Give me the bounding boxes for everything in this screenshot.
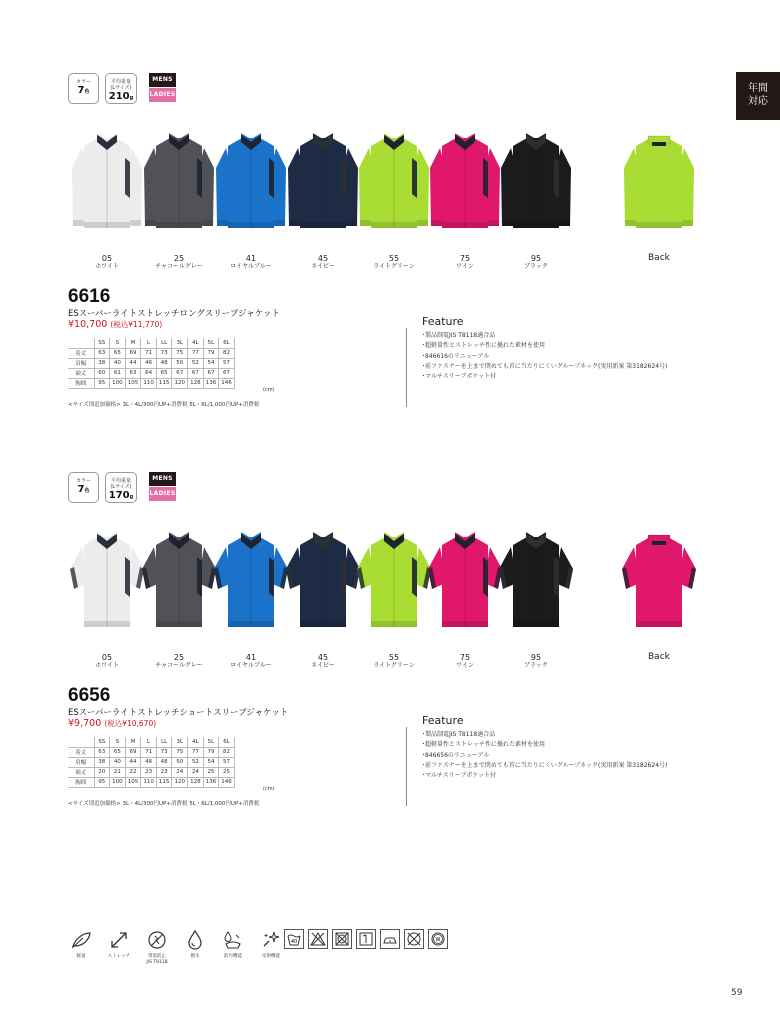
color-code: 41 bbox=[245, 254, 257, 263]
size-header: S bbox=[110, 338, 126, 348]
color-code: 25 bbox=[173, 653, 185, 662]
function-sparkle bbox=[256, 928, 286, 965]
color-code: 95 bbox=[530, 653, 542, 662]
size-cell: 82 bbox=[219, 348, 235, 358]
function-feather bbox=[66, 928, 96, 965]
no-bleach-icon bbox=[308, 929, 328, 949]
size-cell: 65 bbox=[156, 368, 172, 378]
color-caption-45 bbox=[291, 254, 355, 270]
color-name: ロイヤルブルー bbox=[230, 263, 272, 270]
size-cell: 60 bbox=[94, 368, 110, 378]
back-label: Back bbox=[648, 652, 670, 662]
size-header: 6L bbox=[219, 737, 235, 747]
size-cell: 69 bbox=[125, 747, 141, 757]
size-cell: 44 bbox=[125, 757, 141, 767]
antistatic-icon bbox=[142, 928, 172, 952]
size-row-label: 着丈 bbox=[68, 747, 94, 757]
size-cell: 57 bbox=[219, 757, 235, 767]
color-caption-45 bbox=[291, 653, 355, 669]
size-cell: 73 bbox=[156, 747, 172, 757]
jacket-image-55 bbox=[357, 128, 431, 238]
color-code: 95 bbox=[530, 254, 542, 263]
size-cell: 67 bbox=[188, 368, 204, 378]
size-cell: 136 bbox=[203, 378, 219, 388]
color-name: ホワイト bbox=[95, 662, 119, 669]
size-cell: 40 bbox=[110, 757, 126, 767]
page-number: 59 bbox=[731, 988, 743, 998]
size-cell: 77 bbox=[188, 747, 204, 757]
size-cell: 79 bbox=[203, 747, 219, 757]
color-code: 55 bbox=[388, 254, 400, 263]
size-header: LL bbox=[156, 338, 172, 348]
size-cell: 77 bbox=[188, 348, 204, 358]
mens-tag: MENS bbox=[149, 73, 176, 87]
size-cell: 120 bbox=[172, 378, 188, 388]
color-code: 75 bbox=[459, 254, 471, 263]
size-header: L bbox=[141, 737, 157, 747]
jacket-image-05 bbox=[70, 527, 144, 637]
product-section-6656 bbox=[0, 472, 780, 832]
size-cell: 69 bbox=[125, 348, 141, 358]
size-cell: 67 bbox=[219, 368, 235, 378]
iron-low-icon bbox=[380, 929, 400, 949]
size-row-label: 肩幅 bbox=[68, 757, 94, 767]
color-caption-25 bbox=[147, 254, 211, 270]
size-cell: 146 bbox=[219, 777, 235, 787]
size-cell: 63 bbox=[94, 348, 110, 358]
color-code: 55 bbox=[388, 653, 400, 662]
sparkle-icon bbox=[256, 928, 286, 952]
size-header: 3L bbox=[172, 338, 188, 348]
size-cell: 20 bbox=[94, 767, 110, 777]
ladies-tag: LADIES bbox=[149, 487, 176, 501]
size-cell: 110 bbox=[141, 378, 157, 388]
size-header: L bbox=[141, 338, 157, 348]
feature-item: ･前ファスナーを上まで閉めても首に当たりにくいグループネック(実用新案 第3182624号) bbox=[422, 362, 668, 370]
color-name: ブラック bbox=[524, 662, 548, 669]
no-tumble-dry-icon bbox=[332, 929, 352, 949]
size-cell: 75 bbox=[172, 348, 188, 358]
size-cell: 46 bbox=[141, 358, 157, 368]
function-label: 撥水 bbox=[190, 954, 200, 959]
size-header: S bbox=[110, 737, 126, 747]
size-header: M bbox=[125, 737, 141, 747]
function-icons bbox=[66, 928, 286, 965]
line-dry-icon bbox=[356, 929, 376, 949]
size-cell: 82 bbox=[219, 747, 235, 757]
divider bbox=[406, 727, 407, 806]
color-name: ホワイト bbox=[95, 263, 119, 270]
size-cell: 38 bbox=[94, 757, 110, 767]
color-code: 45 bbox=[317, 254, 329, 263]
jacket-image-25 bbox=[142, 527, 216, 637]
color-caption-41 bbox=[219, 254, 283, 270]
color-code: 75 bbox=[459, 653, 471, 662]
size-cell: 63 bbox=[94, 747, 110, 757]
size-cell: 128 bbox=[188, 777, 204, 787]
back-label: Back bbox=[648, 253, 670, 263]
jacket-image-95 bbox=[499, 527, 573, 637]
color-name: ネイビー bbox=[311, 263, 335, 270]
size-cell: 146 bbox=[219, 378, 235, 388]
size-row-label: 肩幅 bbox=[68, 358, 94, 368]
feature-item: ･超軽量性とストレッチ性に優れた素材を使用 bbox=[422, 741, 545, 749]
function-stretch-arrows bbox=[104, 928, 134, 965]
size-cell: 100 bbox=[110, 777, 126, 787]
feature-item: ･前ファスナーを上まで閉めても首に当たりにくいグループネック(実用新案 第3182624号) bbox=[422, 761, 668, 769]
color-name: ライトグリーン bbox=[373, 662, 415, 669]
size-row-label: 胸囲 bbox=[68, 378, 94, 388]
jacket-image-75 bbox=[428, 128, 502, 238]
care-label-icons bbox=[284, 929, 448, 949]
size-cell: 23 bbox=[156, 767, 172, 777]
jacket-image-95 bbox=[499, 128, 573, 238]
feature-list bbox=[422, 730, 667, 781]
size-cell: 48 bbox=[156, 358, 172, 368]
size-cell: 100 bbox=[110, 378, 126, 388]
function-label: ストレッチ bbox=[107, 954, 131, 959]
size-header: LL bbox=[156, 737, 172, 747]
divider bbox=[406, 328, 407, 407]
feature-item: ･846616のリニューアル bbox=[422, 352, 490, 360]
feature-item: ･マルチスリーブポケット付 bbox=[422, 772, 497, 780]
size-header: 4L bbox=[188, 737, 204, 747]
color-caption-95 bbox=[504, 254, 568, 270]
no-dry-clean-icon bbox=[404, 929, 424, 949]
size-header: SS bbox=[94, 737, 110, 747]
feature-item: ･製品制電JIS T8118適合品 bbox=[422, 332, 496, 339]
size-cell: 95 bbox=[94, 378, 110, 388]
ladies-tag: LADIES bbox=[149, 88, 176, 102]
size-cell: 115 bbox=[156, 777, 172, 787]
size-cell: 110 bbox=[141, 777, 157, 787]
color-caption-05 bbox=[75, 653, 139, 669]
color-name: チャコールグレー bbox=[155, 263, 203, 270]
color-caption-41 bbox=[219, 653, 283, 669]
wet-clean-icon bbox=[428, 929, 448, 949]
jacket-image-25 bbox=[142, 128, 216, 238]
color-caption-25 bbox=[147, 653, 211, 669]
jacket-image-41 bbox=[214, 527, 288, 637]
size-cell: 24 bbox=[188, 767, 204, 777]
color-count-badge: カラー 7色 bbox=[68, 73, 99, 104]
function-label: 軽量 bbox=[76, 954, 86, 959]
size-unit: (cm) bbox=[263, 786, 275, 792]
color-code: 05 bbox=[101, 254, 113, 263]
jacket-image-41 bbox=[214, 128, 288, 238]
product-name: ESスーパーライトストレッチショートスリーブジャケット bbox=[68, 708, 289, 718]
color-caption-55 bbox=[362, 653, 426, 669]
size-cell: 67 bbox=[172, 368, 188, 378]
size-cell: 38 bbox=[94, 358, 110, 368]
gender-tags bbox=[149, 73, 176, 102]
size-cell: 63 bbox=[125, 368, 141, 378]
size-cell: 120 bbox=[172, 777, 188, 787]
size-cell: 52 bbox=[188, 757, 204, 767]
spec-badges bbox=[68, 472, 176, 504]
size-cell: 95 bbox=[94, 777, 110, 787]
size-unit: (cm) bbox=[263, 387, 275, 393]
size-surcharge: <サイズ別追加価格> 3L・4L/300円UP+消費税 5L・6L/1,000円UP+消費税 bbox=[68, 801, 260, 807]
svg-text:W: W bbox=[435, 937, 441, 943]
gender-tags bbox=[149, 472, 176, 501]
color-caption-55 bbox=[362, 254, 426, 270]
size-cell: 73 bbox=[156, 348, 172, 358]
function-label: 帯電防止 JIS T8118 bbox=[146, 954, 168, 965]
size-cell: 75 bbox=[172, 747, 188, 757]
price: ¥9,700 (税込¥10,670) bbox=[68, 718, 157, 729]
size-row-label: 胸囲 bbox=[68, 777, 94, 787]
size-cell: 136 bbox=[203, 777, 219, 787]
size-table bbox=[68, 737, 235, 788]
jacket-back-image bbox=[622, 128, 696, 238]
function-label: 反射機能 bbox=[262, 954, 280, 959]
color-caption-05 bbox=[75, 254, 139, 270]
size-cell: 46 bbox=[141, 757, 157, 767]
size-header: M bbox=[125, 338, 141, 348]
size-header: 4L bbox=[188, 338, 204, 348]
size-header: 5L bbox=[203, 338, 219, 348]
function-water-drop bbox=[180, 928, 210, 965]
color-name: ライトグリーン bbox=[373, 263, 415, 270]
function-label: 防汚機能 bbox=[224, 954, 242, 959]
size-cell: 67 bbox=[203, 368, 219, 378]
size-cell: 105 bbox=[125, 777, 141, 787]
size-cell: 105 bbox=[125, 378, 141, 388]
stretch-arrows-icon bbox=[104, 928, 134, 952]
spec-badges bbox=[68, 73, 176, 105]
product-name: ESスーパーライトストレッチロングスリーブジャケット bbox=[68, 309, 280, 319]
size-surcharge: <サイズ別追加価格> 3L・4L/300円UP+消費税 5L・6L/1,000円UP+消費税 bbox=[68, 402, 260, 408]
color-name: チャコールグレー bbox=[155, 662, 203, 669]
size-cell: 50 bbox=[172, 757, 188, 767]
size-cell: 50 bbox=[172, 358, 188, 368]
color-name: ロイヤルブルー bbox=[230, 662, 272, 669]
size-cell: 71 bbox=[141, 348, 157, 358]
color-count-badge: カラー 7色 bbox=[68, 472, 99, 503]
size-cell: 21 bbox=[110, 767, 126, 777]
weight-badge: 平均重量 (Lサイズ) 210g bbox=[105, 73, 137, 104]
feature-list bbox=[422, 331, 667, 382]
size-cell: 54 bbox=[203, 358, 219, 368]
size-row-label: 袖丈 bbox=[68, 767, 94, 777]
feature-item: ･マルチスリーブポケット付 bbox=[422, 373, 497, 381]
size-cell: 44 bbox=[125, 358, 141, 368]
size-cell: 23 bbox=[141, 767, 157, 777]
size-cell: 52 bbox=[188, 358, 204, 368]
size-cell: 71 bbox=[141, 747, 157, 757]
size-cell: 25 bbox=[203, 767, 219, 777]
jacket-back-image bbox=[622, 527, 696, 637]
size-cell: 65 bbox=[110, 348, 126, 358]
size-cell: 48 bbox=[156, 757, 172, 767]
size-cell: 22 bbox=[125, 767, 141, 777]
function-antistatic bbox=[142, 928, 172, 965]
water-drop-icon bbox=[180, 928, 210, 952]
color-code: 05 bbox=[101, 653, 113, 662]
price: ¥10,700 (税込¥11,770) bbox=[68, 319, 163, 330]
size-cell: 25 bbox=[219, 767, 235, 777]
feature-title: Feature bbox=[422, 714, 464, 727]
jacket-image-45 bbox=[286, 128, 360, 238]
size-cell: 40 bbox=[110, 358, 126, 368]
feature-item: ･846656のリニューアル bbox=[422, 751, 490, 759]
jacket-image-55 bbox=[357, 527, 431, 637]
svg-text:40: 40 bbox=[290, 939, 298, 945]
model-number: 6616 bbox=[68, 286, 111, 307]
size-row-label: 袖丈 bbox=[68, 368, 94, 378]
color-name: ブラック bbox=[524, 263, 548, 270]
size-table bbox=[68, 338, 235, 389]
weight-badge: 平均重量 (Lサイズ) 170g bbox=[105, 472, 137, 503]
size-header: 3L bbox=[172, 737, 188, 747]
color-caption-75 bbox=[433, 653, 497, 669]
size-header: 5L bbox=[203, 737, 219, 747]
size-cell: 57 bbox=[219, 358, 235, 368]
wash-40-icon bbox=[284, 929, 304, 949]
color-caption-95 bbox=[504, 653, 568, 669]
size-cell: 61 bbox=[110, 368, 126, 378]
color-name: ワイン bbox=[456, 263, 474, 270]
color-code: 45 bbox=[317, 653, 329, 662]
color-code: 25 bbox=[173, 254, 185, 263]
jacket-image-75 bbox=[428, 527, 502, 637]
feature-title: Feature bbox=[422, 315, 464, 328]
size-cell: 79 bbox=[203, 348, 219, 358]
season-tag: 年間 対応 bbox=[736, 72, 780, 120]
size-cell: 54 bbox=[203, 757, 219, 767]
color-caption-75 bbox=[433, 254, 497, 270]
size-row-label: 着丈 bbox=[68, 348, 94, 358]
size-cell: 65 bbox=[110, 747, 126, 757]
model-number: 6656 bbox=[68, 685, 111, 706]
size-header: SS bbox=[94, 338, 110, 348]
mens-tag: MENS bbox=[149, 472, 176, 486]
product-section-6616 bbox=[0, 73, 780, 433]
size-header: 6L bbox=[219, 338, 235, 348]
stain-resistant-icon bbox=[218, 928, 248, 952]
feather-icon bbox=[66, 928, 96, 952]
jacket-image-45 bbox=[286, 527, 360, 637]
size-cell: 24 bbox=[172, 767, 188, 777]
function-stain-resistant bbox=[218, 928, 248, 965]
size-cell: 128 bbox=[188, 378, 204, 388]
size-cell: 64 bbox=[141, 368, 157, 378]
size-cell: 115 bbox=[156, 378, 172, 388]
color-code: 41 bbox=[245, 653, 257, 662]
jacket-image-05 bbox=[70, 128, 144, 238]
color-name: ワイン bbox=[456, 662, 474, 669]
feature-item: ･超軽量性とストレッチ性に優れた素材を使用 bbox=[422, 342, 545, 350]
color-name: ネイビー bbox=[311, 662, 335, 669]
feature-item: ･製品制電JIS T8118適合品 bbox=[422, 731, 496, 738]
